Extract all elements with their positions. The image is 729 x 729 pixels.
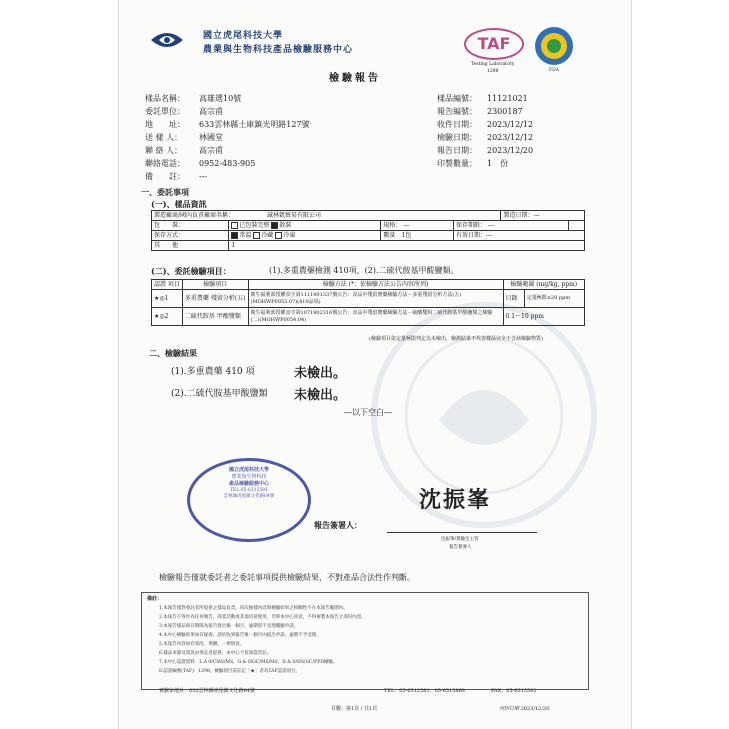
lab-fax: FAX：05-6315592 bbox=[491, 688, 537, 694]
row2-item: 二硫代胺基 甲酸鹽類 bbox=[182, 308, 248, 326]
report-info-value: 2023/12/12 bbox=[487, 133, 534, 142]
fda-label: FDA bbox=[549, 68, 559, 73]
report-info-label: 收件日期： bbox=[437, 120, 477, 129]
report-info-value: 2300187 bbox=[487, 107, 523, 116]
sample-info-value: 高雄選10號 bbox=[199, 94, 242, 103]
sample-info-label: 樣品名稱： bbox=[145, 94, 185, 103]
report-info-value: 2023/12/12 bbox=[487, 120, 534, 129]
th-method: 檢驗方法 (*：依檢驗方法公告內容所列) bbox=[248, 280, 503, 290]
th-item: 檢驗項目 bbox=[182, 280, 248, 290]
official-seal: 國立虎尾科技大學 農業與生物科技 產品檢驗服務中心 TEL:05-6312581 雲林縣虎尾鎮文化路64號 bbox=[187, 458, 311, 542]
result1-value: 未檢出。 bbox=[294, 366, 347, 381]
pack-options: 已包裝完整 散裝 bbox=[229, 221, 381, 231]
taf-logo: TAF bbox=[464, 28, 524, 60]
print-date: 列印日期 2023/12/20 bbox=[499, 706, 550, 712]
report-info-label: 印製數量： bbox=[437, 159, 477, 168]
note-line: 4.本中心檢驗結果如有疑義，請於收到報告後一個月內提出申訴，逾期不予受理。 bbox=[159, 633, 321, 638]
fda-logo-icon bbox=[534, 26, 574, 66]
row2-method: 衛生福利部授權食字第1071902316號公告：食品中殘留農藥檢驗方法－硫醯雙組二硫代胺基甲酸鹽類之檢驗(二)(MOHWP0054.04) bbox=[248, 308, 503, 326]
sample-info-value: 0952-483-905 bbox=[199, 159, 256, 168]
note-line: 3.本報告樣品保存期限為報告發出後一個月，逾期恕不受理覆驗申請。 bbox=[159, 624, 299, 629]
section1-sub2-desc: (1).多重農藥檢測 410項，(2).二硫代胺基甲酸鹽類。 bbox=[269, 266, 459, 275]
signatory-label: 報告簽署人： bbox=[314, 520, 362, 530]
eff-date-cell: 有效日期：--- bbox=[453, 231, 584, 241]
sample-info-label: 備 註： bbox=[145, 172, 185, 181]
report-title: 檢驗報告 bbox=[329, 73, 381, 84]
signature-name: 沈振峯 bbox=[419, 488, 492, 513]
sample-info-value: --- bbox=[199, 172, 208, 181]
report-info-label: 報告編號： bbox=[437, 107, 477, 116]
sample-info-value: 高宗甫 bbox=[199, 146, 223, 155]
report-info-label: 樣品編號： bbox=[437, 94, 477, 103]
sample-info-label: 地 址： bbox=[145, 120, 185, 129]
row1-item: 多重農藥 殘留分析(五) bbox=[182, 290, 248, 308]
row1-col5a: 目錄 bbox=[503, 290, 524, 308]
expiry-cell: 保存期限： --- bbox=[453, 221, 568, 231]
university-name: 國立虎尾科技大學 bbox=[203, 31, 284, 41]
sample-info-value: 林國堂 bbox=[199, 133, 223, 142]
others-value: 1 bbox=[229, 241, 585, 251]
test-items-table bbox=[151, 279, 585, 326]
pack-label: 包 裝： bbox=[152, 221, 229, 231]
manufacturer-cell: 製造廠商/國內負責廠商名稱： 誠林穀貿易有限公司 bbox=[152, 211, 501, 221]
row2-range: 0.1～10 ppm bbox=[503, 308, 584, 326]
report-info-label: 檢驗日期： bbox=[437, 133, 477, 142]
university-logo-icon bbox=[149, 28, 185, 52]
storage-label: 保存方式： bbox=[152, 231, 229, 241]
sample-info-table bbox=[151, 210, 585, 251]
note-line: 2.本報告不得作為任何廣告、商業活動或其他用途使用，非經本中心同意，不得複製本報告之部份內容。 bbox=[159, 615, 366, 620]
section1-title: 一、委託事項 bbox=[141, 187, 189, 197]
sample-info-value: 633雲林縣土庫鎮光明路127號 bbox=[199, 120, 310, 129]
spec-cell: 規格： --- bbox=[381, 221, 454, 231]
row2-mark: ★◎2 bbox=[152, 308, 183, 326]
end-mark: ―以下空白― bbox=[344, 408, 392, 417]
row1-method: 衛生福利部授權食字第1111901337號公告：食品中殘留農藥檢驗方法－多重殘留分析方法(五)(MOHWP0055.07)(410品項) bbox=[248, 290, 503, 308]
others-label: 其 他 bbox=[152, 241, 229, 251]
note-line: 6.樣品來源及資訊由委託者提供，本中心不負保證責任。 bbox=[159, 651, 272, 656]
result2-label: (2).二硫代胺基甲酸鹽類 bbox=[171, 389, 268, 399]
sample-info-label: 委託單位： bbox=[145, 107, 185, 116]
sample-info-label: 送 樣 人： bbox=[145, 133, 183, 142]
report-page bbox=[118, 0, 632, 729]
signature-title1: 沈振峯/實驗室主管 bbox=[441, 537, 479, 542]
note-line: 5.本報告內容如有塗改、增刪，一律無效。 bbox=[159, 642, 245, 647]
taf-number: 1298 bbox=[487, 69, 499, 74]
result2-value: 未檢出。 bbox=[294, 388, 347, 403]
note-line: 1.本報告僅對委託者所提供之樣品負責，同次抽樣內容與檢驗結果之相關性不在本報告範圍內。 bbox=[159, 606, 348, 611]
section1-sub1: (一)、樣品資訊 bbox=[151, 199, 207, 209]
th-range: 檢驗範圍 (mg/kg, ppm) bbox=[503, 280, 584, 290]
sample-info-label: 聯 絡 人： bbox=[145, 146, 183, 155]
section1-sub2: (二)、委託檢驗項目： bbox=[151, 266, 231, 276]
notes-title: 備註： bbox=[147, 596, 163, 602]
taf-label: Testing Laboratory bbox=[471, 62, 515, 67]
disclaimer: 檢驗報告僅就委託者之委託事項提供檢驗結果，不對產品合法性作判斷。 bbox=[159, 573, 415, 582]
signature-line bbox=[387, 532, 537, 533]
center-name: 農業與生物科技產品檢驗服務中心 bbox=[203, 45, 354, 55]
report-info-value: 1 份 bbox=[487, 159, 509, 168]
note-line: 7.本中心認證資料：L.A 0/CMS/MS，G.& 0/GC/MS/MS，II.& 0/HS/GC/FPD檢驗。 bbox=[159, 660, 338, 665]
report-info-value: 2023/12/20 bbox=[487, 146, 534, 155]
report-info-label: 報告日期： bbox=[437, 146, 477, 155]
result1-label: (1).多重農藥 410 項 bbox=[171, 367, 255, 377]
section2-title: 二、檢驗結果 bbox=[149, 348, 197, 358]
storage-options: 常溫 冷藏 冷凍 bbox=[229, 231, 381, 241]
row1-col5b: 定量極限≤20 ppm bbox=[524, 290, 584, 308]
table-note: (檢驗項目依定量極限判定為未檢出，檢測結果不代表樣品完全不含該檢驗物質) bbox=[369, 336, 543, 342]
lab-tel: TEL：05-6312581、05-6315868 bbox=[384, 688, 465, 694]
page-number: 頁數：第1頁 / 共1頁 bbox=[331, 706, 378, 712]
mfg-date-cell: 製造日期：--- bbox=[501, 211, 585, 221]
qty-cell: 數量 1包 bbox=[381, 231, 454, 241]
report-info-value: 11121021 bbox=[487, 94, 528, 103]
sample-info-label: 聯絡電話： bbox=[145, 159, 185, 168]
th-cert: 認證 項目 bbox=[152, 280, 183, 290]
signature-title2: 報告簽署人 bbox=[449, 545, 472, 550]
note-line: 8.認證編號(TAF)：1298，檢驗項目前註記「★」者為TAF認證項目。 bbox=[159, 669, 301, 674]
sample-info-value: 高宗甫 bbox=[199, 107, 223, 116]
lab-address: 實驗室地址：632雲林縣虎尾鎮文化路64號 bbox=[159, 688, 255, 694]
row1-mark: ★◎1 bbox=[152, 290, 183, 308]
